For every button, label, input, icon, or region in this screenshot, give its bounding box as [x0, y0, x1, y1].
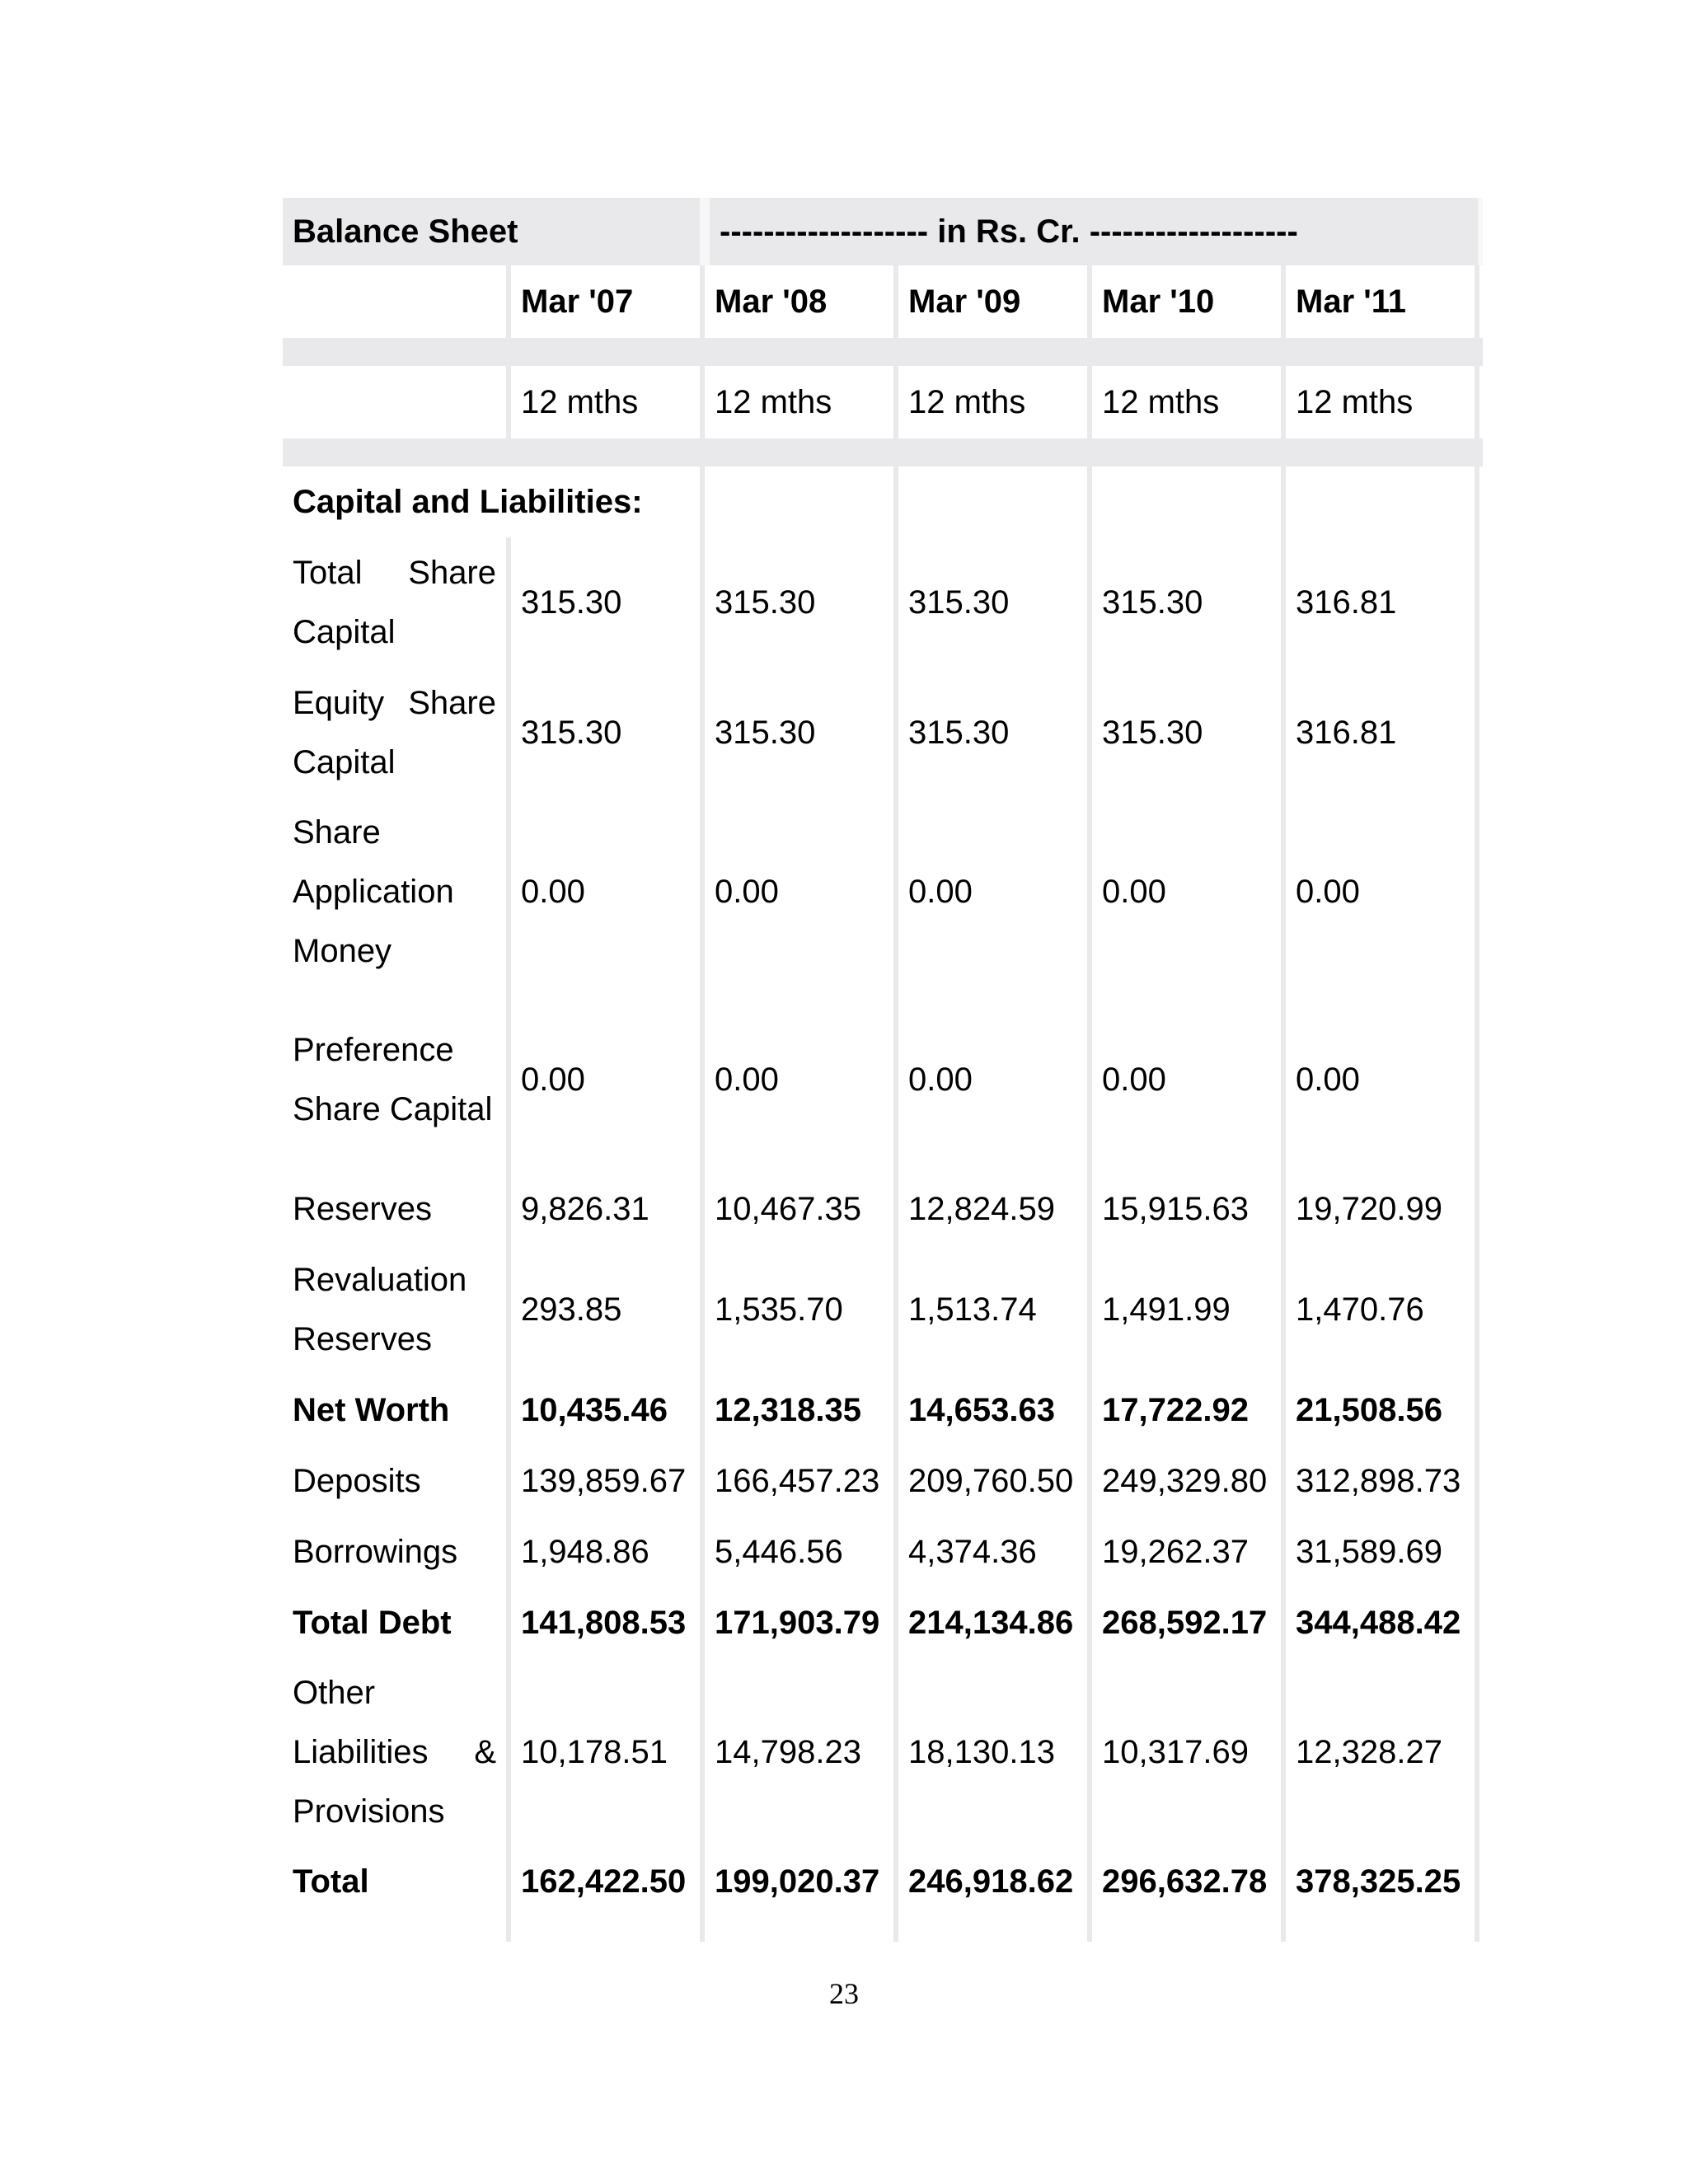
table-tail	[283, 1917, 1483, 1942]
value-cell: 316.81	[1286, 537, 1479, 668]
value-cell: 4,374.36	[898, 1516, 1092, 1587]
value-cell: 18,130.13	[898, 1658, 1092, 1846]
row-label: Borrowings	[283, 1516, 511, 1587]
empty-cell	[1092, 466, 1286, 537]
row-label: Net Worth	[283, 1375, 511, 1446]
value-cell: 19,262.37	[1092, 1516, 1286, 1587]
section-title: Capital and Liabilities:	[283, 466, 705, 537]
row-label: Preference Share Capital	[283, 986, 511, 1174]
value-cell: 249,329.80	[1092, 1446, 1286, 1516]
value-cell: 312,898.73	[1286, 1446, 1479, 1516]
value-cell: 10,435.46	[511, 1375, 705, 1446]
value-cell: 0.00	[1092, 986, 1286, 1174]
value-cell: 0.00	[1286, 986, 1479, 1174]
section-title-row	[283, 466, 1483, 537]
value-cell: 315.30	[1092, 668, 1286, 798]
value-cell: 0.00	[1092, 798, 1286, 986]
table-row	[283, 986, 1483, 1174]
value-cell: 315.30	[511, 537, 705, 668]
value-cell: 1,470.76	[1286, 1244, 1479, 1375]
table-row	[283, 798, 1483, 986]
row-divider	[283, 338, 1483, 366]
period-header: Mar '10	[1092, 265, 1286, 338]
value-cell: 166,457.23	[705, 1446, 898, 1516]
duration-cell: 12 mths	[705, 366, 898, 438]
value-cell: 316.81	[1286, 668, 1479, 798]
row-label: Total Share Capital	[283, 537, 511, 668]
value-cell: 344,488.42	[1286, 1587, 1479, 1658]
value-cell: 15,915.63	[1092, 1174, 1286, 1244]
row-label: Reserves	[283, 1174, 511, 1244]
empty-cell	[283, 1917, 511, 1942]
table-row	[283, 537, 1483, 668]
empty-cell	[1286, 1917, 1479, 1942]
empty-cell	[898, 1917, 1092, 1942]
value-cell: 0.00	[898, 798, 1092, 986]
table-row	[283, 668, 1483, 798]
value-cell: 246,918.62	[898, 1846, 1092, 1917]
value-cell: 139,859.67	[511, 1446, 705, 1516]
value-cell: 315.30	[1092, 537, 1286, 668]
value-cell: 171,903.79	[705, 1587, 898, 1658]
empty-cell	[705, 1917, 898, 1942]
empty-cell	[705, 466, 898, 537]
value-cell: 296,632.78	[1092, 1846, 1286, 1917]
duration-cell: 12 mths	[898, 366, 1092, 438]
period-header: Mar '09	[898, 265, 1092, 338]
duration-cell: 12 mths	[511, 366, 705, 438]
value-cell: 315.30	[898, 668, 1092, 798]
empty-cell	[898, 466, 1092, 537]
row-label: Share Application Money	[283, 798, 511, 986]
value-cell: 268,592.17	[1092, 1587, 1286, 1658]
unit-label: ------------------- in Rs. Cr. -------------------	[705, 198, 1483, 265]
value-cell: 378,325.25	[1286, 1846, 1479, 1917]
value-cell: 12,328.27	[1286, 1658, 1479, 1846]
value-cell: 0.00	[1286, 798, 1479, 986]
empty-cell	[1286, 466, 1479, 537]
value-cell: 209,760.50	[898, 1446, 1092, 1516]
period-header: Mar '07	[511, 265, 705, 338]
duration-cell: 12 mths	[1092, 366, 1286, 438]
value-cell: 293.85	[511, 1244, 705, 1375]
table-row	[283, 1846, 1483, 1917]
value-cell: 1,535.70	[705, 1244, 898, 1375]
value-cell: 0.00	[898, 986, 1092, 1174]
value-cell: 1,948.86	[511, 1516, 705, 1587]
duration-row	[283, 366, 1483, 438]
value-cell: 12,824.59	[898, 1174, 1092, 1244]
value-cell: 315.30	[705, 668, 898, 798]
row-label: Total	[283, 1846, 511, 1917]
duration-cell: 12 mths	[1286, 366, 1479, 438]
value-cell: 0.00	[705, 798, 898, 986]
empty-cell	[511, 1917, 705, 1942]
row-label: Deposits	[283, 1446, 511, 1516]
table-row	[283, 1174, 1483, 1244]
value-cell: 141,808.53	[511, 1587, 705, 1658]
value-cell: 315.30	[511, 668, 705, 798]
value-cell: 19,720.99	[1286, 1174, 1479, 1244]
table-title: Balance Sheet	[283, 198, 705, 265]
value-cell: 5,446.56	[705, 1516, 898, 1587]
table-row	[283, 1375, 1483, 1446]
value-cell: 1,491.99	[1092, 1244, 1286, 1375]
value-cell: 14,798.23	[705, 1658, 898, 1846]
period-header: Mar '08	[705, 265, 898, 338]
value-cell: 31,589.69	[1286, 1516, 1479, 1587]
value-cell: 17,722.92	[1092, 1375, 1286, 1446]
value-cell: 1,513.74	[898, 1244, 1092, 1375]
value-cell: 14,653.63	[898, 1375, 1092, 1446]
period-row-label	[283, 265, 511, 338]
period-header: Mar '11	[1286, 265, 1479, 338]
value-cell: 214,134.86	[898, 1587, 1092, 1658]
table-row	[283, 1587, 1483, 1658]
value-cell: 10,467.35	[705, 1174, 898, 1244]
duration-row-label	[283, 366, 511, 438]
value-cell: 162,422.50	[511, 1846, 705, 1917]
value-cell: 315.30	[898, 537, 1092, 668]
value-cell: 315.30	[705, 537, 898, 668]
value-cell: 12,318.35	[705, 1375, 898, 1446]
balance-sheet-table	[283, 198, 1483, 1942]
row-label: Equity Share Capital	[283, 668, 511, 798]
table-row	[283, 1658, 1483, 1846]
value-cell: 21,508.56	[1286, 1375, 1479, 1446]
row-label: Total Debt	[283, 1587, 511, 1658]
row-label: Revaluation Reserves	[283, 1244, 511, 1375]
row-label: Other Liabilities & Provisions	[283, 1658, 511, 1846]
row-divider	[283, 438, 1483, 466]
value-cell: 0.00	[511, 986, 705, 1174]
empty-cell	[1092, 1917, 1286, 1942]
value-cell: 9,826.31	[511, 1174, 705, 1244]
table-row	[283, 1516, 1483, 1587]
table-row	[283, 1446, 1483, 1516]
page-number: 23	[829, 1977, 859, 2010]
value-cell: 199,020.37	[705, 1846, 898, 1917]
table-row	[283, 1244, 1483, 1375]
value-cell: 10,178.51	[511, 1658, 705, 1846]
period-row	[283, 265, 1483, 338]
value-cell: 0.00	[511, 798, 705, 986]
value-cell: 10,317.69	[1092, 1658, 1286, 1846]
value-cell: 0.00	[705, 986, 898, 1174]
table-header-row	[283, 198, 1483, 265]
